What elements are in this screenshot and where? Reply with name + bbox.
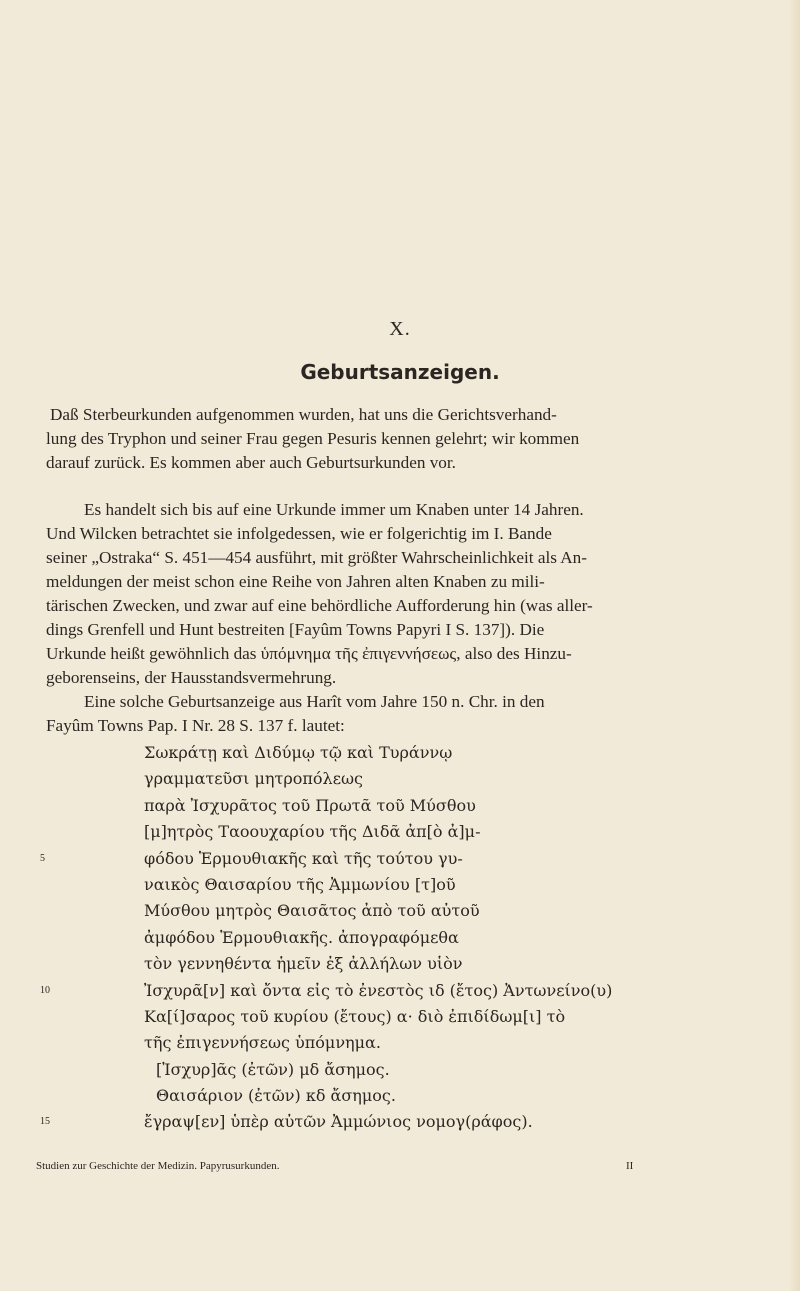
text-line: Es handelt sich bis auf eine Urkunde immer um Knaben unter 14 Jahren. — [84, 500, 584, 519]
text-line: Urkunde heißt gewöhnlich das ὑπόμνημα τῆς ἐπιγεννήσεως, also des Hinzu- — [46, 644, 572, 663]
text-line: dings Grenfell und Hunt bestreiten [Fayûm Towns Papyri I S. 137]). Die — [46, 620, 545, 639]
line-number: 5 — [40, 852, 45, 864]
greek-line — [40, 1109, 760, 1135]
greek-line-text: τῆς ἐπιγεννήσεως ὑπόμνημα. — [144, 1033, 381, 1053]
text-line: Daß Sterbeurkunden aufgenommen wurden, hat uns die Gerichtsverhand- — [50, 405, 557, 424]
greek-line — [40, 978, 760, 1004]
chapter-number: X. — [389, 318, 411, 340]
greek-line — [40, 1030, 760, 1056]
line-number: 15 — [40, 1116, 50, 1128]
greek-line-text: Μύσθου μητρὸς Θαισᾶτος ἀπὸ τοῦ αὐτοῦ — [144, 901, 480, 921]
greek-line-text: [Ἰσχυρ]ᾶς (ἐτῶν) μδ ἄσημος. — [156, 1059, 390, 1079]
greek-line-text: [μ]ητρὸς Ταοουχαρίου τῆς Διδᾶ ἀπ[ὸ ἀ]μ- — [144, 822, 481, 842]
section-title: Geburtsanzeigen. — [300, 360, 500, 384]
greek-line — [40, 766, 760, 792]
greek-line-text: Θαισάριον (ἐτῶν) κδ ἄσημος. — [156, 1086, 396, 1106]
greek-line-text: ναικὸς Θαισαρίου τῆς Ἀμμωνίου [τ]οῦ — [144, 874, 456, 894]
greek-line-text: γραμματεῦσι μητροπόλεως — [144, 769, 363, 789]
greek-line-text: Κα[ί]σαρος τοῦ κυρίου (ἔτους) α· διὸ ἐπιδίδωμ[ι] τὸ — [144, 1006, 566, 1026]
paragraph-intro — [46, 403, 760, 475]
greek-line-text: Ἰσχυρᾶ[ν] καὶ ὄντα εἰς τὸ ἐνεστὸς ιδ (ἔτος) Ἀντωνείνο(υ) — [144, 980, 613, 1000]
greek-line — [40, 1004, 760, 1030]
page-edge — [788, 0, 800, 1291]
text-line: tärischen Zwecken, und zwar auf eine behördliche Aufforderung hin (was aller- — [46, 596, 593, 615]
greek-line — [40, 819, 760, 845]
footer-source: Studien zur Geschichte der Medizin. Papyrusurkunden. — [36, 1160, 280, 1172]
greek-line-text: τὸν γεννηθέντα ἡμεῖν ἐξ ἀλλήλων υἱὸν — [144, 954, 463, 974]
greek-line-text: ἀμφόδου Ἑρμουθιακῆς. ἀπογραφόμεθα — [144, 927, 459, 947]
greek-line — [40, 793, 760, 819]
paragraph-main — [46, 498, 760, 738]
greek-line — [40, 1057, 760, 1083]
line-number: 10 — [40, 984, 50, 996]
greek-line — [40, 1083, 760, 1109]
greek-line — [40, 951, 760, 977]
footer-page-marker: II — [626, 1160, 634, 1172]
greek-line — [40, 872, 760, 898]
text-line: geborenseins, der Hausstandsvermehrung. — [46, 668, 337, 687]
greek-line-text: φόδου Ἑρμουθιακῆς καὶ τῆς τούτου γυ- — [144, 848, 463, 868]
greek-line — [40, 898, 760, 924]
text-line: darauf zurück. Es kommen aber auch Geburtsurkunden vor. — [46, 453, 456, 472]
greek-line-text: Σωκράτῃ καὶ Διδύμῳ τῷ καὶ Τυράννῳ — [144, 743, 453, 762]
text-line: seiner „Ostraka“ S. 451—454 ausführt, mit größter Wahrscheinlichkeit als An- — [46, 548, 588, 567]
greek-line-text: ἔγραψ[εν] ὑπὲρ αὐτῶν Ἀμμώνιος νομογ(ράφος). — [144, 1112, 533, 1132]
greek-papyrus-text — [40, 740, 760, 1136]
text-line: meldungen der meist schon eine Reihe von Jahren alten Knaben zu mili- — [46, 572, 545, 591]
greek-line — [40, 925, 760, 951]
text-line: Eine solche Geburtsanzeige aus Harît vom Jahre 150 n. Chr. in den — [84, 692, 545, 711]
text-line: Fayûm Towns Pap. I Nr. 28 S. 137 f. lautet: — [46, 716, 345, 735]
greek-line-text: παρὰ Ἰσχυρᾶτος τοῦ Πρωτᾶ τοῦ Μύσθου — [144, 795, 476, 815]
greek-line — [40, 846, 760, 872]
text-line: lung des Tryphon und seiner Frau gegen Pesuris kennen gelehrt; wir kommen — [46, 429, 580, 448]
greek-line — [40, 740, 760, 766]
text-line: Und Wilcken betrachtet sie infolgedessen, wie er folgerichtig im I. Bande — [46, 524, 552, 543]
